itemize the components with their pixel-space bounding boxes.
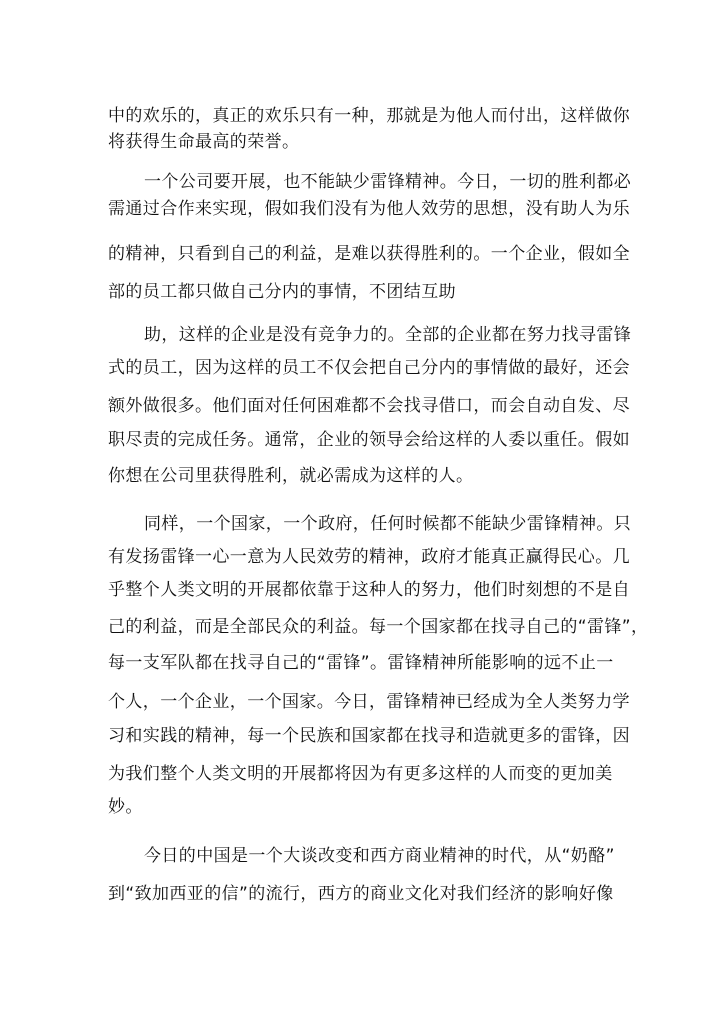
text-line: 你想在公司里获得胜利，就必需成为这样的人。 — [108, 466, 474, 486]
text-line: 额外做很多。他们面对任何困难都不会找寻借口，而会自动自发、尽 — [108, 396, 630, 416]
text-line: 今日的中国是一个大谈改变和西方商业精神的时代，从“奶酪” — [144, 846, 615, 866]
text-line: 助，这样的企业是没有竞争力的。全部的企业都在努力找寻雷锋 — [144, 325, 632, 345]
text-line: 一个公司要开展，也不能缺少雷锋精神。今日，一切的胜利都必 — [144, 172, 632, 192]
text-line: 每一支军队都在找寻自己的“雷锋”。雷锋精神所能影响的远不止一 — [108, 653, 614, 673]
text-line: 妙。 — [108, 797, 143, 817]
text-line: 有发扬雷锋一心一意为人民效劳的精神，政府才能真正赢得民心。几 — [108, 547, 630, 567]
text-line: 习和实践的精神，每一个民族和国家都在找寻和造就更多的雷锋，因 — [108, 726, 630, 746]
text-line: 需通过合作来实现，假如我们没有为他人效劳的思想，没有助人为乐 — [108, 199, 630, 219]
text-line: 同样，一个国家，一个政府，任何时候都不能缺少雷锋精神。只 — [144, 514, 632, 534]
text-line: 个人，一个企业，一个国家。今日，雷锋精神已经成为全人类努力学 — [108, 692, 630, 712]
text-line: 将获得生命最高的荣誉。 — [108, 132, 300, 152]
text-line: 到“致加西亚的信”的流行，西方的商业文化对我们经济的影响好像 — [108, 884, 614, 904]
text-line: 己的利益，而是全部民众的利益。每一个国家都在找寻自己的“雷锋”， — [108, 617, 649, 637]
text-line: 为我们整个人类文明的开展都将因为有更多这样的人而变的更加美 — [108, 764, 613, 784]
text-line: 乎整个人类文明的开展都依靠于这种人的努力，他们时刻想的不是自 — [108, 580, 630, 600]
text-line: 中的欢乐的，真正的欢乐只有一种，那就是为他人而付出，这样做你 — [108, 106, 630, 126]
text-line: 式的员工，因为这样的员工不仅会把自己分内的事情做的最好，还会 — [108, 358, 630, 378]
text-line: 的精神，只看到自己的利益，是难以获得胜利的。一个企业，假如全 — [108, 244, 630, 264]
text-line: 部的员工都只做自己分内的事情，不团结互助 — [108, 282, 456, 302]
text-line: 职尽责的完成任务。通常，企业的领导会给这样的人委以重任。假如 — [108, 430, 630, 450]
